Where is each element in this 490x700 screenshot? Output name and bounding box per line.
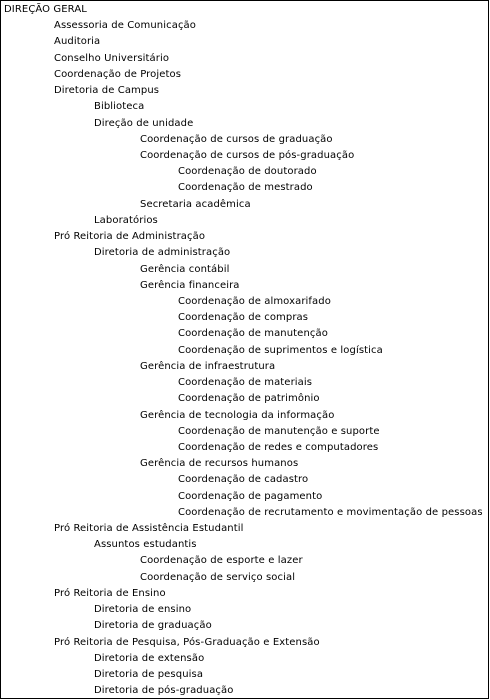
org-unit-level-4: Coordenação de patrimônio: [178, 393, 320, 405]
org-unit-level-3: Coordenação de cursos de pós-graduação: [140, 149, 355, 161]
org-unit-level-4: Coordenação de suprimentos e logística: [178, 344, 383, 356]
org-unit-level-1: Coordenação de Projetos: [54, 68, 182, 80]
org-unit-level-4: Coordenação de manutenção e suporte: [178, 425, 380, 437]
org-unit-level-2: Diretoria de graduação: [94, 620, 212, 632]
org-unit-level-3: Coordenação de esporte e lazer: [140, 555, 303, 567]
org-unit-level-2: Diretoria de administração: [94, 247, 231, 259]
org-unit-level-4: Coordenação de compras: [178, 312, 309, 324]
org-unit-level-3: Coordenação de serviço social: [140, 571, 296, 583]
org-unit-level-1: Conselho Universitário: [54, 52, 170, 64]
org-unit-level-2: Direção de unidade: [94, 117, 194, 129]
org-unit-level-3: Gerência contábil: [140, 263, 230, 275]
org-unit-level-2: Diretoria de pesquisa: [94, 669, 204, 681]
org-unit-level-3: Gerência de infraestrutura: [140, 360, 276, 372]
org-unit-level-3: Secretaria acadêmica: [140, 198, 251, 210]
org-unit-level-4: Coordenação de mestrado: [178, 182, 313, 194]
org-unit-level-1: Pró Reitoria de Pesquisa, Pós-Graduação e Extensão: [54, 636, 320, 648]
org-unit-level-0: DIREÇÃO GERAL: [4, 4, 87, 15]
org-unit-level-4: Coordenação de almoxarifado: [178, 295, 331, 307]
org-unit-level-4: Coordenação de materiais: [178, 377, 313, 389]
org-unit-level-2: Diretoria de extensão: [94, 652, 205, 664]
org-unit-level-1: Auditoria: [54, 36, 101, 48]
org-unit-level-4: Coordenação de manutenção: [178, 328, 328, 340]
org-unit-level-4: Coordenação de redes e computadores: [178, 441, 379, 453]
org-unit-level-3: Coordenação de cursos de graduação: [140, 133, 333, 145]
org-unit-level-3: Gerência de recursos humanos: [140, 458, 299, 470]
org-unit-level-3: Gerência financeira: [140, 279, 240, 291]
org-unit-level-3: Gerência de tecnologia da informação: [140, 409, 335, 421]
org-unit-level-1: Pró Reitoria de Ensino: [54, 587, 166, 599]
org-unit-level-2: Biblioteca: [94, 101, 145, 113]
org-unit-level-1: Pró Reitoria de Administração: [54, 231, 206, 243]
org-unit-level-2: Diretoria de pós-graduação: [94, 685, 234, 697]
org-unit-level-1: Pró Reitoria de Assistência Estudantil: [54, 523, 244, 535]
org-unit-level-4: Coordenação de doutorado: [178, 166, 317, 178]
org-unit-level-1: Assessoria de Comunicação: [54, 20, 196, 32]
org-unit-level-2: Diretoria de ensino: [94, 604, 192, 616]
org-unit-level-4: Coordenação de pagamento: [178, 490, 323, 502]
org-unit-level-2: Assuntos estudantis: [94, 539, 197, 551]
org-unit-level-1: Diretoria de Campus: [54, 85, 160, 97]
org-unit-level-4: Coordenação de cadastro: [178, 474, 309, 486]
org-unit-level-2: Laboratórios: [94, 214, 158, 226]
org-unit-level-4: Coordenação de recrutamento e movimentação de pessoas: [178, 506, 483, 518]
